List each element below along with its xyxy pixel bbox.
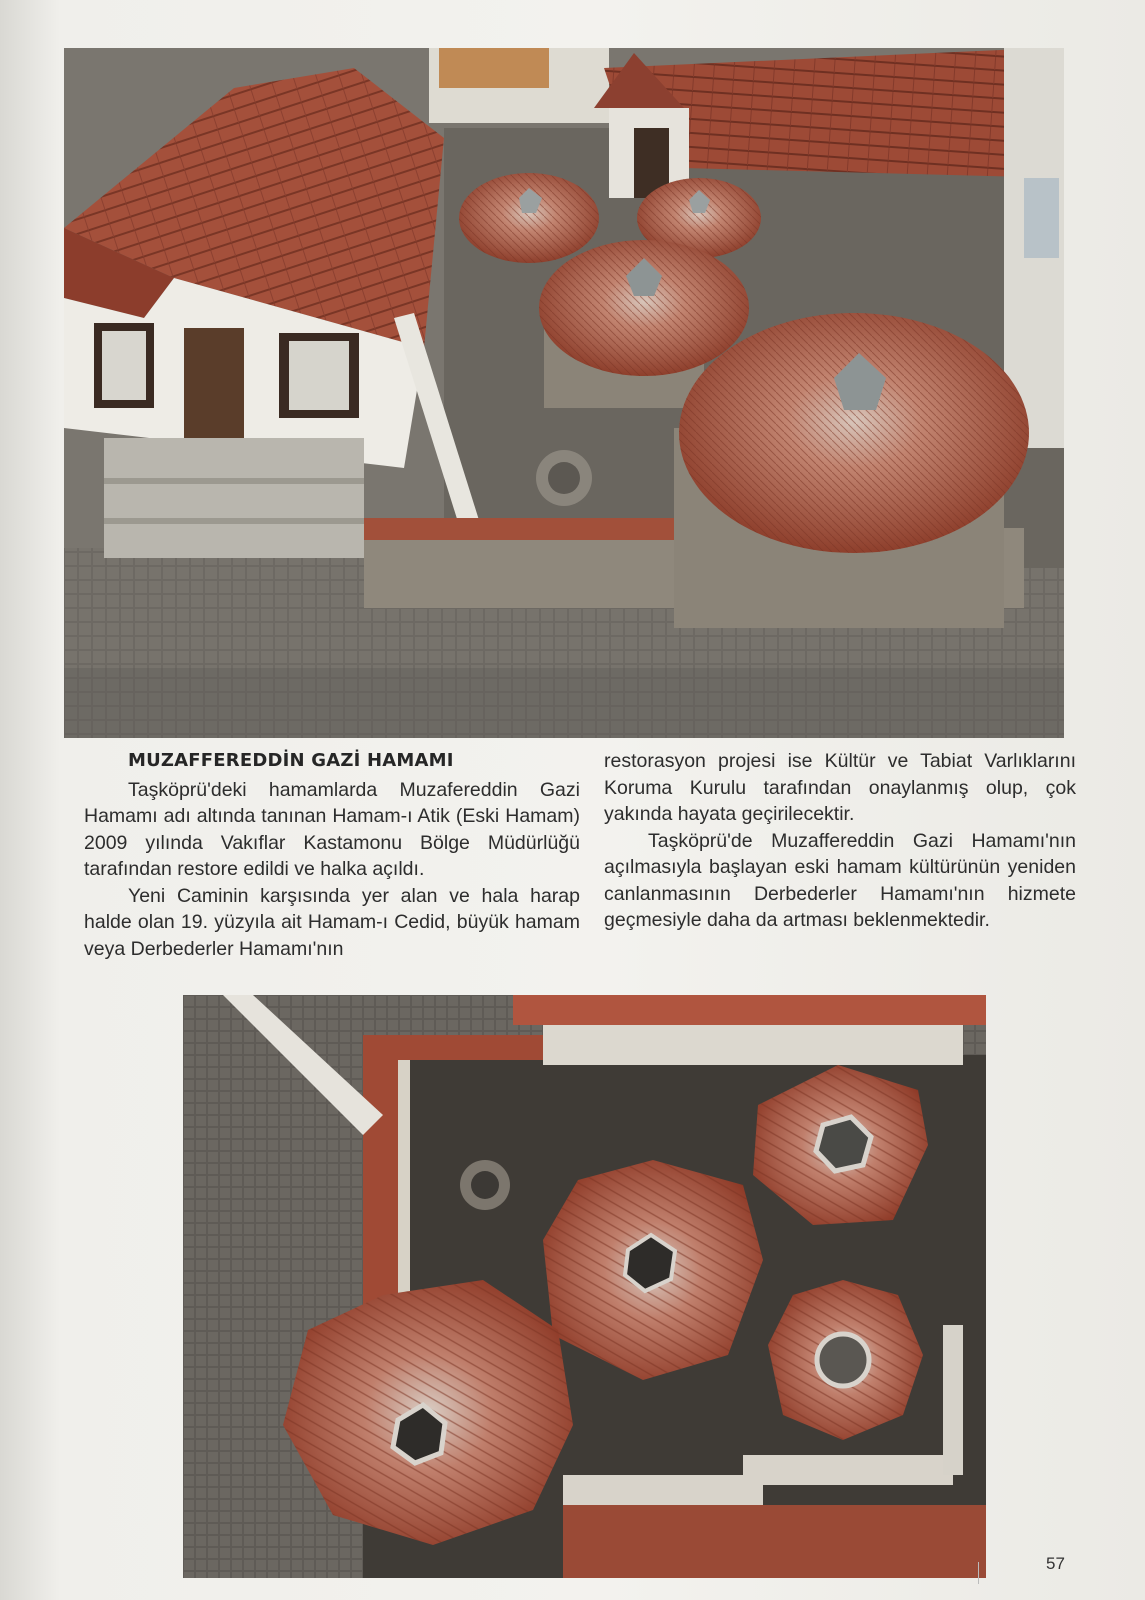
article-paragraph: Taşköprü'deki hamamlarda Muzafereddin Gazi Hamamı adı altında tanınan Hamam-ı Atik (Eski Hamam) 2009 yılında Vakıflar Kastamonu Bölge Müdürlüğü tarafından restore edildi ve halka açıldı.	[84, 778, 580, 880]
article-paragraph: restorasyon projesi ise Kültür ve Tabiat Varlıklarını Koruma Kurulu tarafından onaylanmış olup, çok yakında hayata geçirilecektir.	[604, 750, 1076, 825]
article-right-column	[604, 748, 1076, 934]
photo-hamam-aerial-oblique	[64, 48, 1064, 738]
page-number: 57	[1046, 1554, 1065, 1573]
photo-hamam-domes-top-view	[183, 995, 986, 1578]
article-title: MUZAFFEREDDİN GAZİ HAMAMI	[128, 750, 454, 771]
fold-mark	[978, 1562, 979, 1584]
article-paragraph: Taşköprü'de Muzaffereddin Gazi Hamamı'nın açılmasıyla başlayan eski hamam kültürünün yeniden canlanmasının Derbederler Hamamı'nın hizmete geçmesiyle daha da artması beklenmektedir.	[604, 829, 1076, 931]
article-left-column	[84, 748, 580, 962]
article-paragraph: Yeni Caminin karşısında yer alan ve hala harap halde olan 19. yüzyıla ait Hamam-ı Cedid, büyük hamam veya Derbederler Hamamı'nın	[84, 884, 580, 960]
